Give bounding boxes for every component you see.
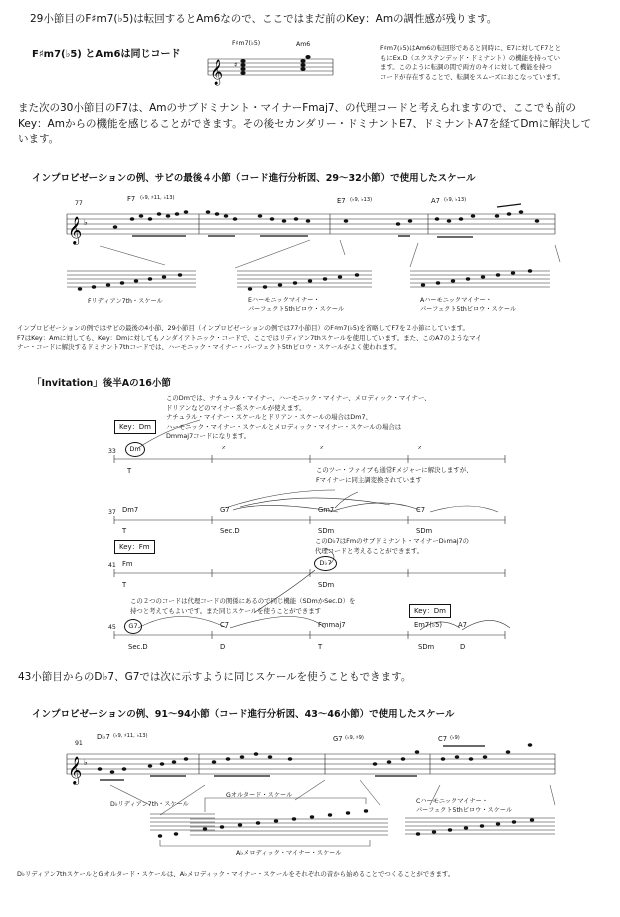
example2-scale-label: Gオルタード・スケール bbox=[226, 792, 293, 799]
bar-number: 37 bbox=[108, 509, 116, 516]
figure1-chord-2: Am6 bbox=[296, 41, 311, 48]
chord-symbol: Fm bbox=[122, 560, 133, 568]
invitation-two-note: この２つのコードは代理コードの関係にあるので同じ機能（SDmかSec.D）を bbox=[130, 597, 356, 605]
example2-scale-label: D♭リディアン7th・スケール bbox=[110, 801, 189, 808]
figure1-note-line: コードが存在することで、転調をスムーズにおこなっています。 bbox=[380, 72, 565, 81]
repeat-sign-icon: 𝄎 bbox=[418, 444, 422, 452]
function-label: T bbox=[122, 581, 127, 589]
example2-scale-label: A♭メロディック・マイナー・スケール bbox=[236, 850, 342, 857]
bar-number: 41 bbox=[108, 562, 116, 569]
invitation-db-note: このD♭7はFmのサブドミナント・マイナーD♭maj7の bbox=[315, 537, 470, 545]
example1-scale-label: パーフェクト5thビロウ・スケール bbox=[420, 306, 517, 313]
treble-clef-icon: 𝄞 bbox=[210, 60, 224, 85]
paragraph3: 43小節目からのD♭7、G7では次に示すように同じスケールを使うこともできます。 bbox=[18, 671, 412, 683]
function-label: Sec.D bbox=[220, 527, 240, 535]
chord-symbol: C7 bbox=[220, 621, 230, 629]
function-label: D bbox=[460, 643, 466, 651]
function-label: SDm bbox=[418, 643, 435, 651]
invitation-note-line: ドリアンなどのマイナー系スケールが使えます。 bbox=[166, 403, 306, 412]
example2-chord: D♭7 bbox=[97, 733, 110, 741]
intro-paragraph: 29小節目のF♯m7(♭5)は転回するとAm6なので、ここではまだ前のKey：Amの調性感が残ります。 bbox=[30, 13, 498, 25]
example1-scale-label: パーフェクト5thビロウ・スケール bbox=[248, 306, 345, 313]
example1-chord: F7 bbox=[127, 195, 136, 203]
example2-chord: C7 bbox=[438, 735, 448, 743]
chord-symbol: Em7(♭5) bbox=[414, 621, 443, 629]
example1-tension: (♭9, ♯11, ♭13) bbox=[140, 195, 175, 201]
example1-scale-label: Eハーモニックマイナー・ bbox=[248, 297, 320, 304]
key-dm-box: Key：Dm bbox=[114, 420, 156, 434]
key-dm-box-2: Key：Dm bbox=[409, 604, 451, 618]
figure1-note-line: F♯m7(♭5)はAm6の転回形であると同時に、E7に対してF7とと bbox=[380, 44, 562, 52]
figure1-chord-1: F♯m7(♭5) bbox=[232, 40, 261, 47]
example1-tension: (♭9, ♭13) bbox=[350, 197, 373, 203]
svg-text:𝄞: 𝄞 bbox=[68, 756, 83, 784]
invitation-mid-note: このツー・ファイブも通常Fメジャーに解決しますが、 bbox=[316, 466, 473, 474]
example2-caption: D♭リディアン7thスケールとGオルタード・スケールは、A♭メロディック・マイナー・スケールをそれぞれの音から始めることでつくることができます。 bbox=[17, 870, 455, 878]
paragraph2-line: います。 bbox=[18, 133, 60, 145]
repeat-sign-icon: 𝄎 bbox=[320, 444, 324, 452]
invitation-mid-note: Fマイナーに同主調変換されています bbox=[316, 475, 422, 484]
example2-heading: インプロビゼーションの例、91〜94小節（コード進行分析図、43〜46小節）で使用したスケール bbox=[32, 709, 455, 720]
chord-symbol: G7 bbox=[124, 619, 142, 634]
invitation-note-line: ナチュラル・マイナー・スケールとドリアン・スケールの場合はDm7、 bbox=[166, 413, 372, 421]
example1-bar-number: 77 bbox=[75, 200, 83, 207]
example1-tension: (♭9, ♭13) bbox=[444, 197, 467, 203]
example1-scale-label: Fリディアン7th・スケール bbox=[88, 298, 163, 305]
function-label: D bbox=[220, 643, 226, 651]
chord-symbol: Dm7 bbox=[122, 506, 139, 514]
figure1-note-line: ます。このように転調の間で両方のキイに対して機能を持つ bbox=[380, 63, 552, 71]
svg-text:𝄞: 𝄞 bbox=[68, 216, 83, 244]
invitation-two-note: 持つと考えてもよいです。また同じスケールを使うことができます bbox=[130, 606, 322, 615]
example1-caption-line: F7はKey：Amに対しても、Key：Dmに対してもノンダイアトニック・コードで、ここではリディアン7thスケールを使用しています。また、このA7のようなマイ bbox=[17, 333, 482, 342]
function-label: T bbox=[127, 467, 132, 475]
function-label: SDm bbox=[318, 527, 335, 535]
example2-bar-number: 91 bbox=[75, 740, 83, 747]
bar-number: 45 bbox=[108, 624, 116, 631]
svg-text:♯: ♯ bbox=[234, 61, 238, 69]
function-label: Sec.D bbox=[128, 643, 148, 651]
invitation-note-line: Dmmaj7コードになります。 bbox=[166, 432, 251, 440]
example2-chord: G7 bbox=[333, 735, 343, 743]
example1-chord: E7 bbox=[337, 197, 346, 205]
example2-scale-label: パーフェクト5thビロウ・スケール bbox=[416, 807, 513, 814]
chord-symbol: Gm7 bbox=[318, 506, 335, 514]
function-label: T bbox=[318, 643, 323, 651]
chord-symbol: A7 bbox=[458, 621, 467, 629]
example1-caption-line: ナー・コードに解決するドミナント7thコードでは、ハーモニック・マイナー・パーフェクト5thビロウ・スケールがよく使われます。 bbox=[17, 343, 401, 351]
chord-symbol: C7 bbox=[416, 506, 426, 514]
figure1-title: F♯m7(♭5) とAm6は同じコード bbox=[32, 49, 181, 60]
invitation-note-line: ハーモニック・マイナー・スケールとメロディック・マイナー・スケールの場合は bbox=[166, 422, 402, 431]
bar-number: 33 bbox=[108, 448, 116, 455]
chord-symbol: G7 bbox=[220, 506, 230, 514]
figure1-note-line: もにEx.D（エクステンデッド・ドミナント）の機能を持ってい bbox=[380, 53, 560, 62]
example2-scale-label: Cハーモニックマイナー・ bbox=[416, 798, 489, 805]
example1-scale-label: Aハーモニックマイナー・ bbox=[420, 297, 492, 304]
paragraph2-line: Key：Amからの機能を感じることができます。その後セカンダリー・ドミナントE7、ドミナントA7を経てDmに解決して bbox=[18, 117, 592, 130]
invitation-note-line: このDmでは、ナチュラル・マイナー、ハーモニック・マイナー、メロディック・マイナー、 bbox=[166, 394, 431, 402]
paragraph2-line: また次の30小節目のF7は、Amのサブドミナント・マイナーFmaj7、の代理コードと考えられますので、ここでも前の bbox=[18, 102, 576, 114]
repeat-sign-icon: 𝄎 bbox=[222, 444, 226, 452]
function-label: SDm bbox=[318, 581, 335, 589]
function-label: T bbox=[122, 527, 127, 535]
svg-text:♭: ♭ bbox=[84, 218, 88, 227]
chord-symbol: Fmmaj7 bbox=[318, 621, 346, 629]
example2-tension: (♭9) bbox=[450, 735, 460, 741]
example2-tension: (♭9, ♯9) bbox=[345, 735, 364, 741]
example1-caption-line: インプロビゼーションの例ではサビの最後の4小節、29小節目（インプロビゼーションの例では77小節目）のF♯m7(♭5)を省略してF7を２小節にしています。 bbox=[17, 324, 469, 332]
example1-heading: インプロビゼーションの例、サビの最後４小節（コード進行分析図、29〜32小節）で使用したスケール bbox=[32, 173, 476, 184]
example1-chord: A7 bbox=[431, 197, 440, 205]
invitation-heading: 「Invitation」後半Aの16小節 bbox=[32, 378, 171, 389]
svg-text:♭: ♭ bbox=[84, 758, 88, 767]
chord-symbol: D♭7 bbox=[314, 556, 337, 571]
key-fm-box: Key：Fm bbox=[114, 540, 155, 554]
function-label: SDm bbox=[416, 527, 433, 535]
chord-symbol: Dm bbox=[125, 442, 145, 457]
invitation-db-note: 代理コードと考えることができます。 bbox=[315, 546, 424, 555]
example2-tension: (♭9, ♯11, ♭13) bbox=[113, 733, 148, 739]
